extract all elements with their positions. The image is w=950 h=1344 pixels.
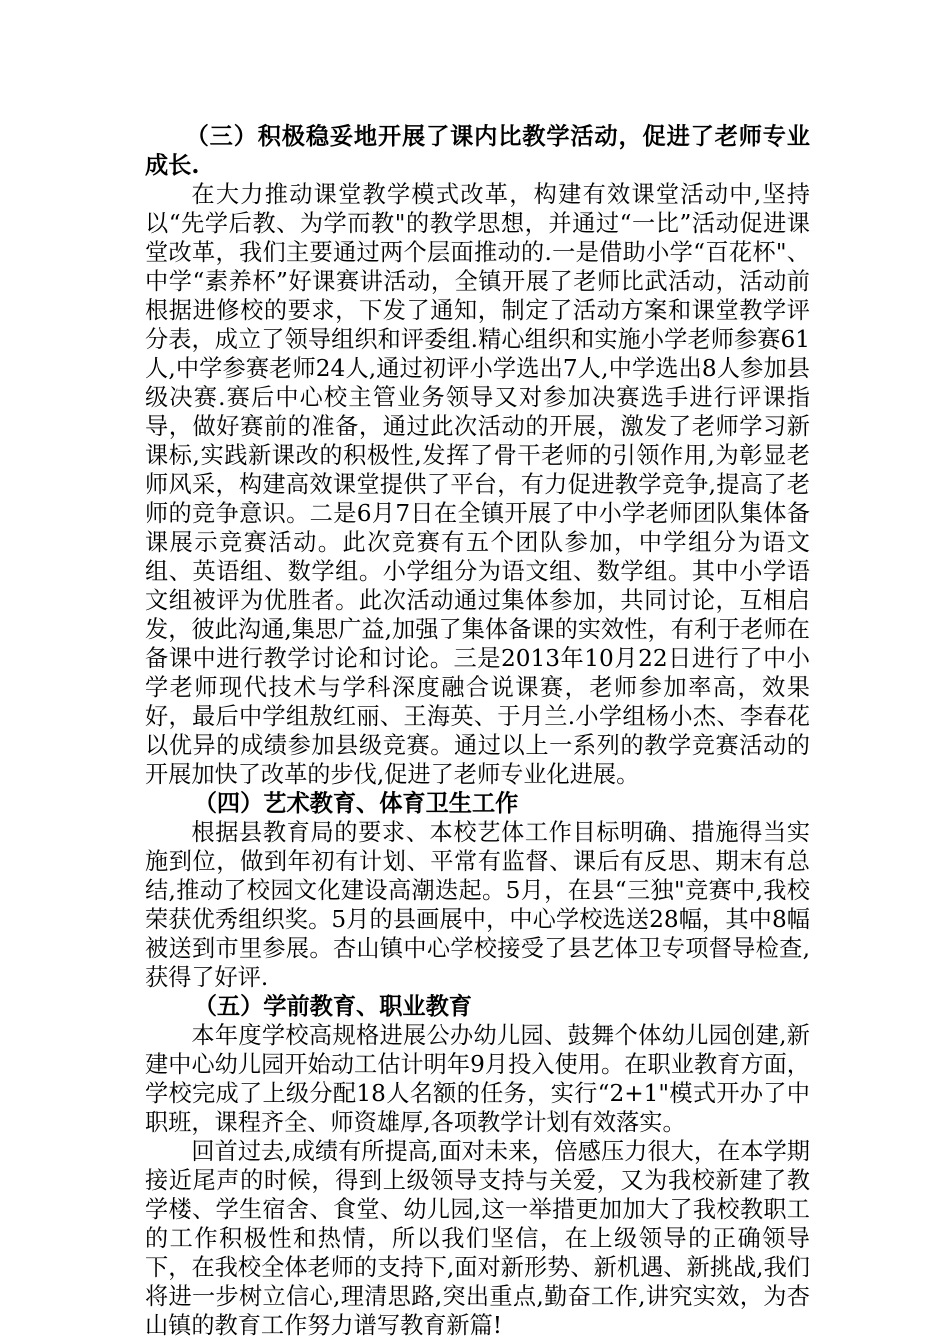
section-heading-5: （五）学前教育、职业教育 — [193, 993, 472, 1020]
closing-paragraph: 回首过去,成绩有所提高,面对未来，倍感压力很大，在本学期接近尾声的时候，得到上级领导支持与关爱，又为我校新建了教学楼、学生宿舍、食堂、幼儿园,这一举措更加加大了我校教职工的工作积极性和热情，所以我们坚信，在上级领导的正确领导下，在我校全体老师的支持下,面对新形势、新机遇、新挑战,我们将进一步树立信心,理清思路,突出重点,勤奋工作,讲究实效，为杏山镇的教育工作努力谱写教育新篇! — [145, 1138, 810, 1339]
section-body-5: 本年度学校高规格进展公办幼儿园、鼓舞个体幼儿园创建,新建中心幼儿园开始动工估计明年9月投入使用。在职业教育方面，学校完成了上级分配18人名额的任务，实行“2+1"模式开办了中职班，课程齐全、师资雄厚,各项教学计划有效落实。 — [145, 1022, 810, 1136]
document-page — [145, 122, 810, 1340]
section-heading-4: （四）艺术教育、体育卫生工作 — [193, 790, 519, 817]
section-heading-3: （三）积极稳妥地开展了课内比教学活动，促进了老师专业成长. — [145, 123, 810, 179]
section-body-4: 根据县教育局的要求、本校艺体工作目标明确、措施得当实施到位，做到年初有计划、平常有监督、课后有反思、期末有总结,推动了校园文化建设高潮迭起。5月，在县“三独"竞赛中,我校荣获优秀组织奖。5月的县画展中，中心学校选送28幅，其中8幅被送到市里参展。杏山镇中心学校接受了县艺体卫专项督导检查,获得了好评. — [145, 819, 810, 991]
section-body-3: 在大力推动课堂教学模式改革，构建有效课堂活动中,坚持以“先学后教、为学而教"的教学思想，并通过“一比”活动促进课堂改革，我们主要通过两个层面推动的.一是借助小学“百花杯"、中学“素养杯”好课赛讲活动，全镇开展了老师比武活动，活动前根据进修校的要求，下发了通知，制定了活动方案和课堂教学评分表，成立了领导组织和评委组.精心组织和实施小学老师参赛61人,中学参赛老师24人,通过初评小学选出7人,中学选出8人参加县级决赛.赛后中心校主管业务领导又对参加决赛选手进行评课指导，做好赛前的准备，通过此次活动的开展，激发了老师学习新课标,实践新课改的积极性,发挥了骨干老师的引领作用,为彰显老师风采，构建高效课堂提供了平台，有力促进教学竞争,提高了老师的竞争意识。二是6月7日在全镇开展了中小学老师团队集体备课展示竞赛活动。此次竞赛有五个团队参加，中学组分为语文组、英语组、数学组。小学组分为语文组、数学组。其中小学语文组被评为优胜者。此次活动通过集体参加，共同讨论，互相启发，彼此沟通,集思广益,加强了集体备课的实效性，有利于老师在备课中进行教学讨论和讨论。三是2013年10月22日进行了中小学老师现代技术与学科深度融合说课赛，老师参加率高，效果好，最后中学组敖红丽、王海英、于月兰.小学组杨小杰、李春花以优异的成绩参加县级竞赛。通过以上一系列的教学竞赛活动的开展加快了改革的步伐,促进了老师专业化进展。 — [145, 181, 810, 788]
